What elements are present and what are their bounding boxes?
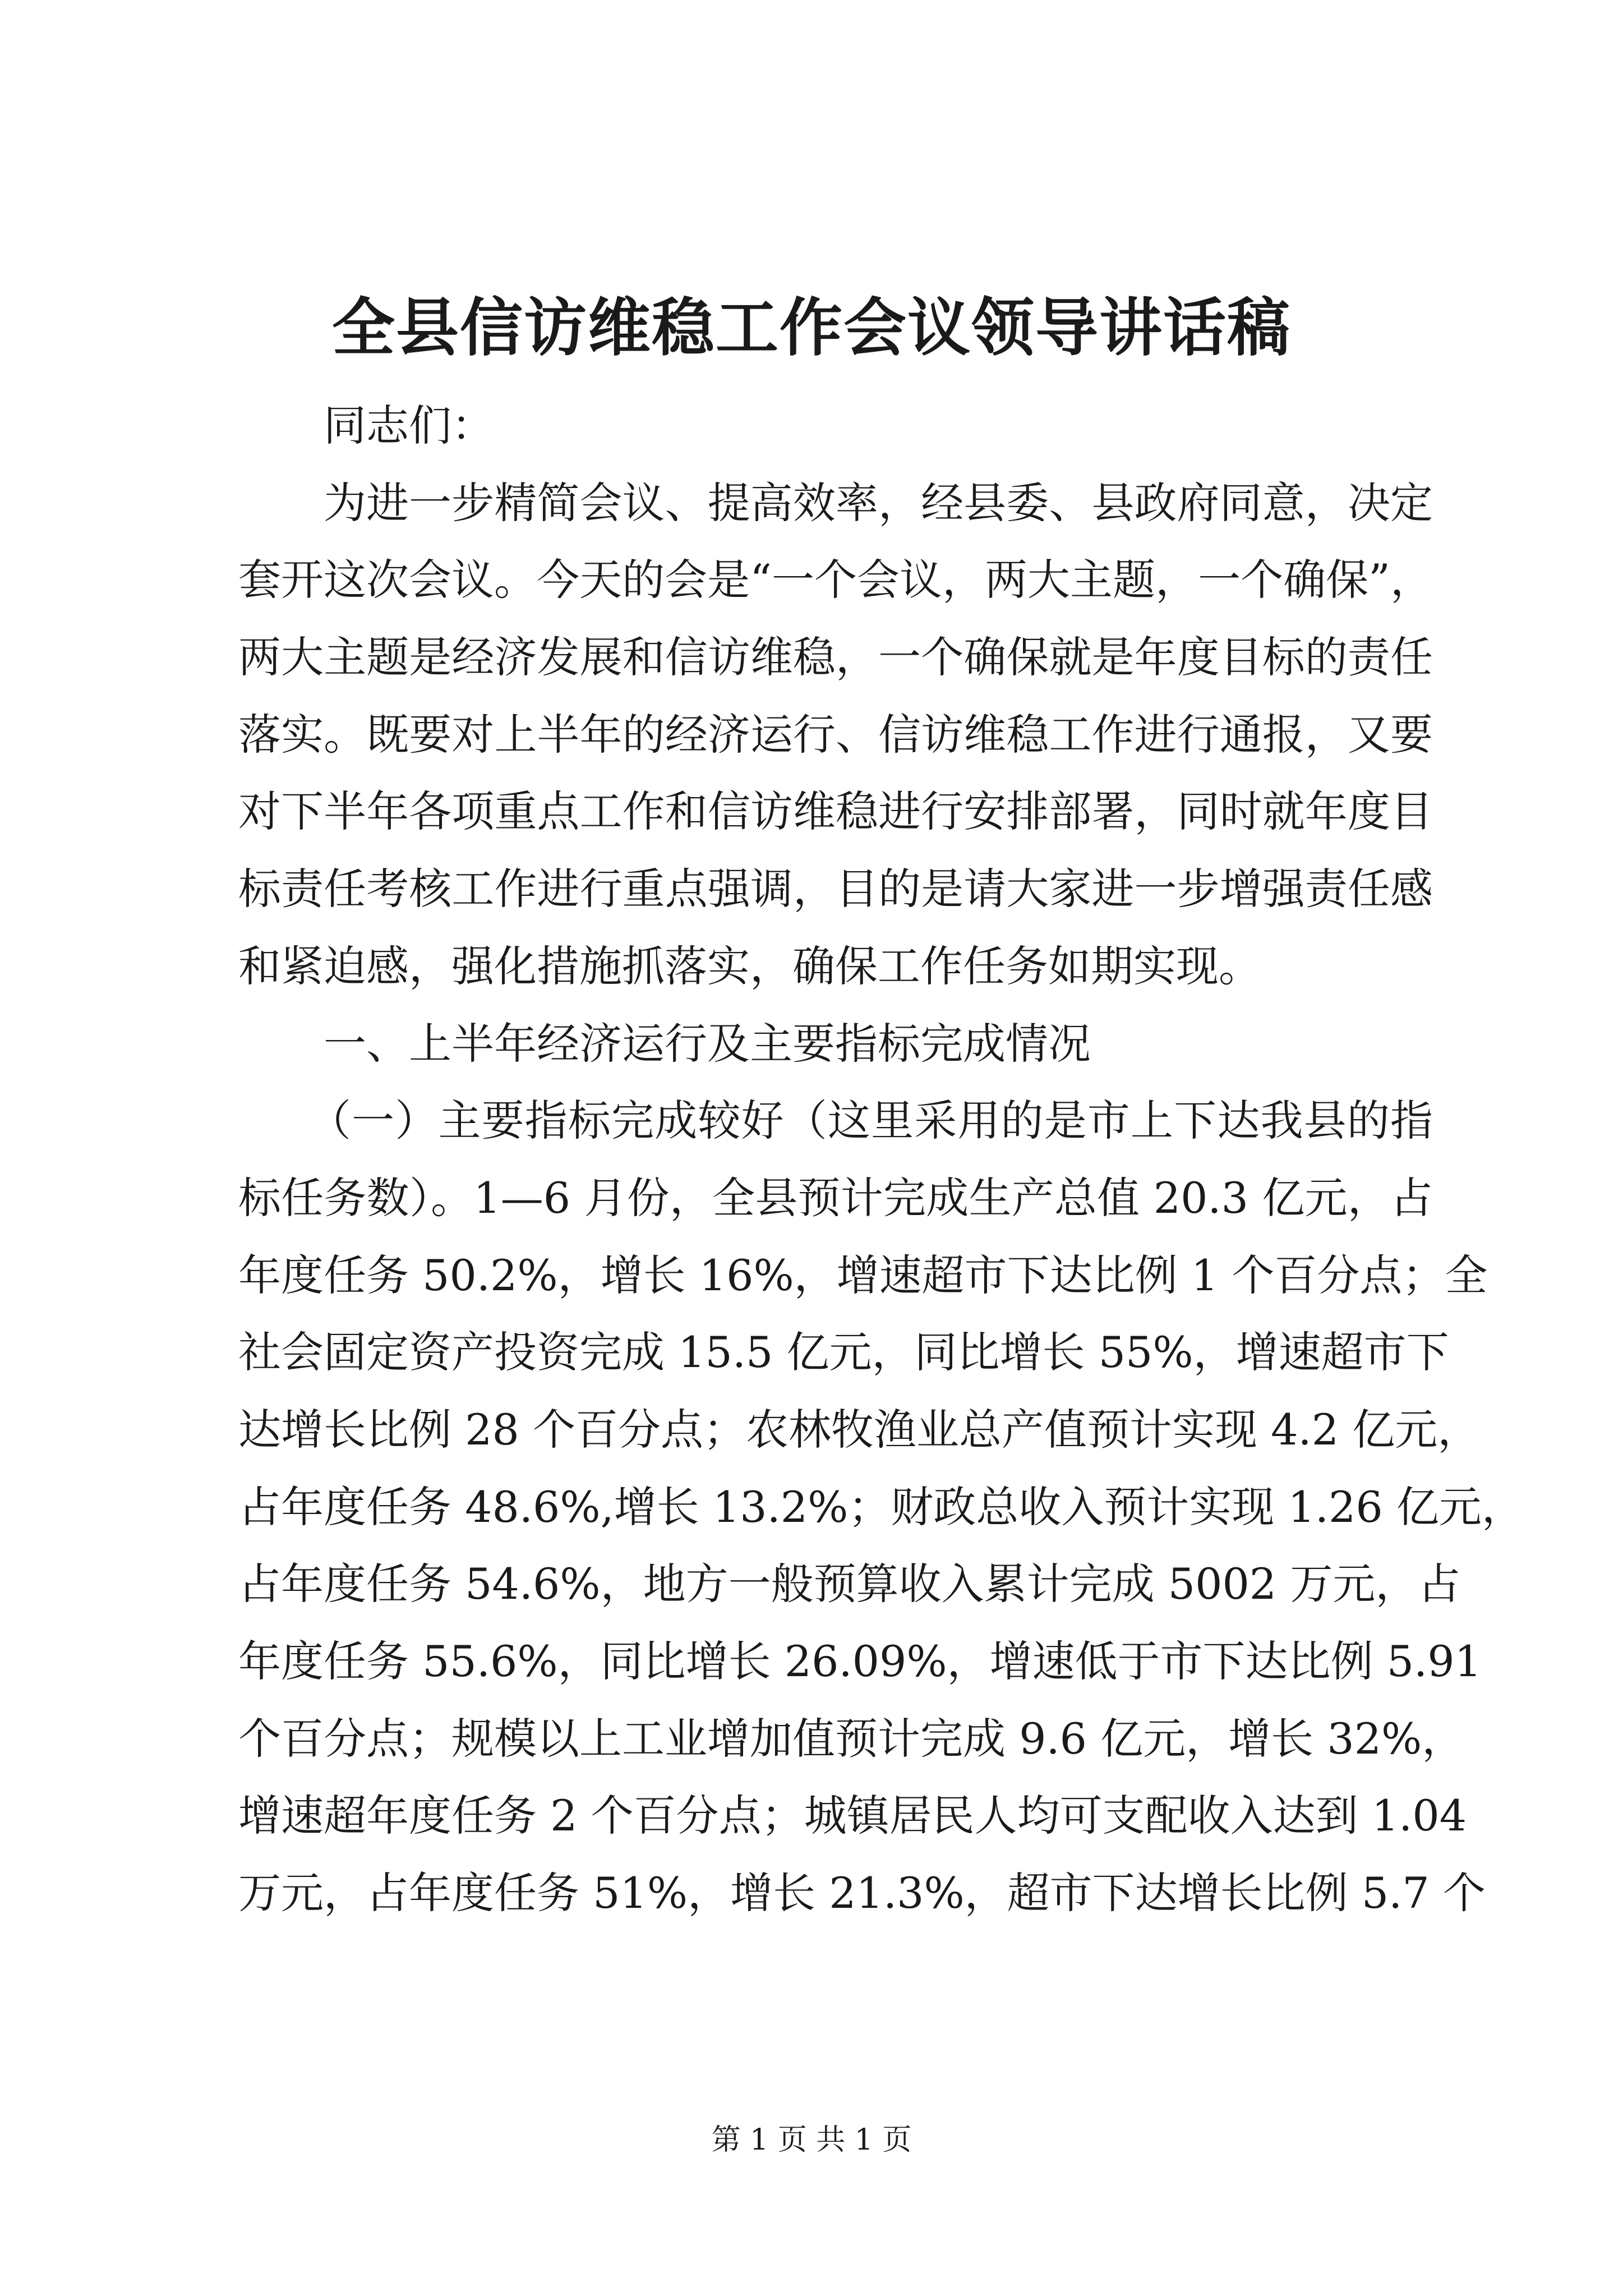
document-title: 全县信访维稳工作会议领导讲话稿 [332, 291, 1291, 365]
paragraph-line: 两大主题是经济发展和信访维稳，一个确保就是年度目标的责任 [238, 632, 1433, 683]
paragraph-line: 和紧迫感，强化措施抓落实，确保工作任务如期实现。 [238, 941, 1261, 991]
paragraph-line: 达增长比例 28 个百分点；农林牧渔业总产值预计实现 4.2 亿元， [238, 1404, 1481, 1455]
paragraph-line: 对下半年各项重点工作和信访维稳进行安排部署，同时就年度目 [238, 786, 1433, 837]
paragraph-line: 年度任务 55.6%，同比增长 26.09%，增速低于市下达比例 5.91 [238, 1636, 1482, 1686]
salutation: 同志们： [324, 401, 494, 450]
paragraph-line: 社会固定资产投资完成 15.5 亿元，同比增长 55%，增速超市下 [238, 1327, 1449, 1378]
paragraph-line: 年度任务 50.2%，增长 16%，增速超市下达比例 1 个百分点；全 [238, 1250, 1488, 1300]
page-footer: 第 1 页 共 1 页 [711, 2123, 912, 2157]
paragraph-line: 占年度任务 54.6%，地方一般预算收入累计完成 5002 万元，占 [238, 1559, 1461, 1609]
section-heading: 一、上半年经济运行及主要指标完成情况 [324, 1018, 1091, 1069]
document-body [238, 387, 1524, 1932]
paragraph-line: 落实。既要对上半年的经济运行、信访维稳工作进行通报，又要 [238, 709, 1433, 760]
paragraph-line: 万元，占年度任务 51%，增长 21.3%，超市下达增长比例 5.7 个 [238, 1868, 1486, 1918]
paragraph-line: 个百分点；规模以上工业增加值预计完成 9.6 亿元，增长 32%， [238, 1713, 1465, 1764]
paragraph-line: 占年度任务 48.6%,增长 13.2%；财政总收入预计实现 1.26 亿元， [238, 1481, 1524, 1532]
paragraph-line: 为进一步精简会议、提高效率，经县委、县政府同意，决定 [324, 477, 1433, 528]
paragraph-line: 标任务数）。1—6 月份，全县预计完成生产总值 20.3 亿元，占 [238, 1172, 1433, 1223]
paragraph-line: 标责任考核工作进行重点强调，目的是请大家进一步增强责任感 [238, 864, 1433, 914]
paragraph-line: 增速超年度任务 2 个百分点；城镇居民人均可支配收入达到 1.04 [238, 1791, 1467, 1841]
paragraph-line: 套开这次会议。今天的会是“一个会议，两大主题，一个确保”， [238, 555, 1433, 605]
subsection-line: （一）主要指标完成较好（这里采用的是市上下达我县的指 [308, 1096, 1433, 1146]
